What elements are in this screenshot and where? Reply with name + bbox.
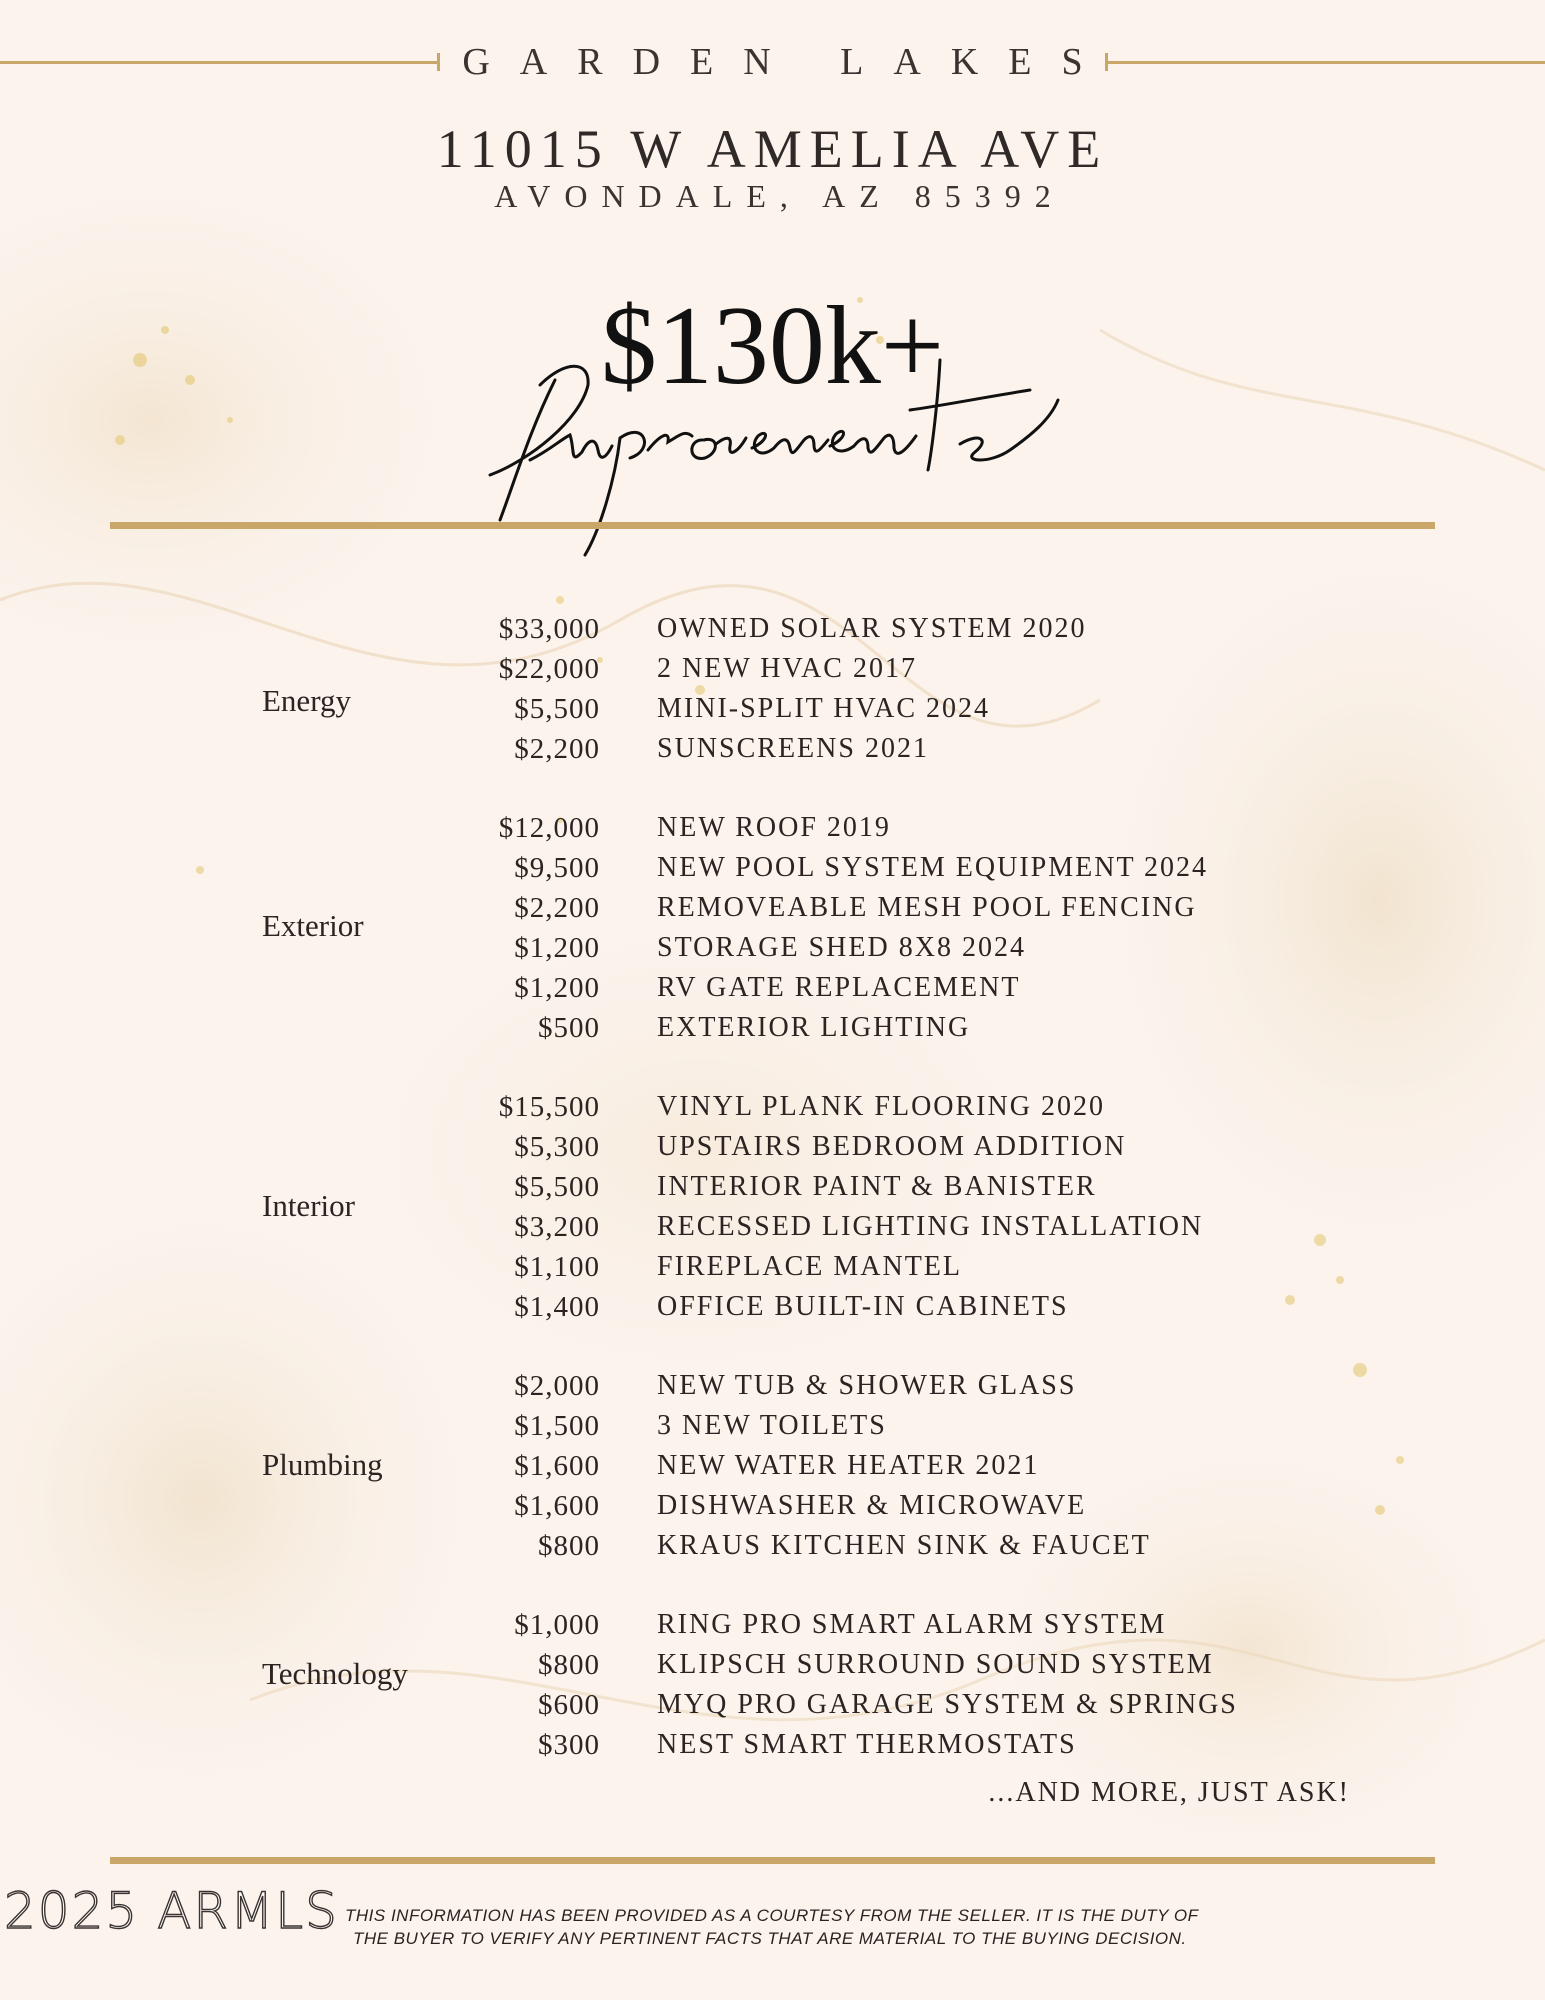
item-description: MYQ PRO GARAGE SYSTEM & SPRINGS (657, 1689, 1238, 1720)
list-item (420, 892, 1420, 932)
item-description: REMOVEABLE MESH POOL FENCING (657, 892, 1197, 923)
list-item (420, 1370, 1420, 1410)
item-description: INTERIOR PAINT & BANISTER (657, 1171, 1097, 1202)
item-description: OFFICE BUILT-IN CABINETS (657, 1291, 1069, 1322)
item-description: RV GATE REPLACEMENT (657, 972, 1021, 1003)
category-technology: Technology (262, 1656, 408, 1691)
item-price: $800 (538, 1649, 600, 1681)
item-description: KRAUS KITCHEN SINK & FAUCET (657, 1530, 1151, 1561)
list-item (420, 932, 1420, 972)
improvements-script-heading (470, 340, 1100, 570)
category-interior: Interior (262, 1188, 355, 1223)
item-price: $33,000 (498, 613, 600, 645)
item-description: MINI-SPLIT HVAC 2024 (657, 693, 990, 724)
item-price: $22,000 (498, 653, 600, 685)
category-plumbing: Plumbing (262, 1447, 383, 1482)
item-price: $1,100 (514, 1251, 600, 1283)
item-price: $2,200 (514, 733, 600, 765)
list-item (420, 1729, 1420, 1769)
disclaimer (345, 1904, 1225, 1950)
list-item (420, 1091, 1420, 1131)
item-price: $1,600 (514, 1490, 600, 1522)
item-price: $3,200 (514, 1211, 600, 1243)
item-description: NEW WATER HEATER 2021 (657, 1450, 1040, 1481)
list-item (420, 653, 1420, 693)
item-price: $1,200 (514, 972, 600, 1004)
category-exterior: Exterior (262, 908, 364, 943)
list-item (420, 1410, 1420, 1450)
item-description: SUNSCREENS 2021 (657, 733, 929, 764)
list-item (420, 1251, 1420, 1291)
item-description: DISHWASHER & MICROWAVE (657, 1490, 1087, 1521)
item-description: STORAGE SHED 8X8 2024 (657, 932, 1026, 963)
brand-title: GARDEN LAKES (462, 41, 1113, 83)
item-price: $1,000 (514, 1609, 600, 1641)
item-description: UPSTAIRS BEDROOM ADDITION (657, 1131, 1127, 1162)
item-price: $2,000 (514, 1370, 600, 1402)
item-description: NEW POOL SYSTEM EQUIPMENT 2024 (657, 852, 1209, 883)
item-price: $500 (538, 1012, 600, 1044)
list-item (420, 1530, 1420, 1570)
item-description: RECESSED LIGHTING INSTALLATION (657, 1211, 1204, 1242)
item-price: $1,500 (514, 1410, 600, 1442)
item-price: $12,000 (498, 812, 600, 844)
list-item (420, 733, 1420, 773)
item-description: EXTERIOR LIGHTING (657, 1012, 971, 1043)
list-item (420, 1012, 1420, 1052)
improvement-total: $130k+ (600, 284, 945, 408)
list-item (420, 1689, 1420, 1729)
item-description: NEW ROOF 2019 (657, 812, 891, 843)
list-item (420, 1490, 1420, 1530)
street-address: 11015 W AMELIA AVE (436, 119, 1109, 179)
list-item (420, 1291, 1420, 1331)
item-price: $5,500 (514, 693, 600, 725)
item-price: $800 (538, 1530, 600, 1562)
list-item (420, 812, 1420, 852)
item-description: RING PRO SMART ALARM SYSTEM (657, 1609, 1167, 1640)
item-price: $1,200 (514, 932, 600, 964)
category-energy: Energy (262, 683, 351, 718)
item-price: $2,200 (514, 892, 600, 924)
list-item (420, 1649, 1420, 1689)
item-price: $1,600 (514, 1450, 600, 1482)
list-item (420, 693, 1420, 733)
item-price: $15,500 (498, 1091, 600, 1123)
and-more-note: ...AND MORE, JUST ASK! (988, 1777, 1350, 1808)
list-item (420, 1131, 1420, 1171)
item-description: 2 NEW HVAC 2017 (657, 653, 917, 684)
copyright-watermark: 2025 ARMLS (4, 1882, 339, 1940)
item-description: 3 NEW TOILETS (657, 1410, 887, 1441)
item-price: $5,300 (514, 1131, 600, 1163)
disclaimer-line: THIS INFORMATION HAS BEEN PROVIDED AS A COURTESY FROM THE SELLER. IT IS THE DUTY OF (345, 1906, 1199, 1925)
item-description: NEW TUB & SHOWER GLASS (657, 1370, 1077, 1401)
item-price: $1,400 (514, 1291, 600, 1323)
item-description: VINYL PLANK FLOORING 2020 (657, 1091, 1105, 1122)
item-price: $9,500 (514, 852, 600, 884)
item-description: OWNED SOLAR SYSTEM 2020 (657, 613, 1087, 644)
list-item (420, 1171, 1420, 1211)
list-item (420, 613, 1420, 653)
list-item (420, 1609, 1420, 1649)
list-item (420, 972, 1420, 1012)
item-price: $300 (538, 1729, 600, 1761)
disclaimer-line: THE BUYER TO VERIFY ANY PERTINENT FACTS THAT ARE MATERIAL TO THE BUYING DECISION. (353, 1929, 1187, 1948)
item-description: NEST SMART THERMOSTATS (657, 1729, 1077, 1760)
item-description: FIREPLACE MANTEL (657, 1251, 962, 1282)
list-item (420, 1211, 1420, 1251)
city-state-zip: AVONDALE, AZ 85392 (494, 178, 1065, 214)
gold-divider-bottom (110, 1857, 1435, 1864)
item-description: KLIPSCH SURROUND SOUND SYSTEM (657, 1649, 1214, 1680)
list-item (420, 1450, 1420, 1490)
item-price: $5,500 (514, 1171, 600, 1203)
item-price: $600 (538, 1689, 600, 1721)
list-item (420, 852, 1420, 892)
gold-divider-top (110, 522, 1435, 529)
